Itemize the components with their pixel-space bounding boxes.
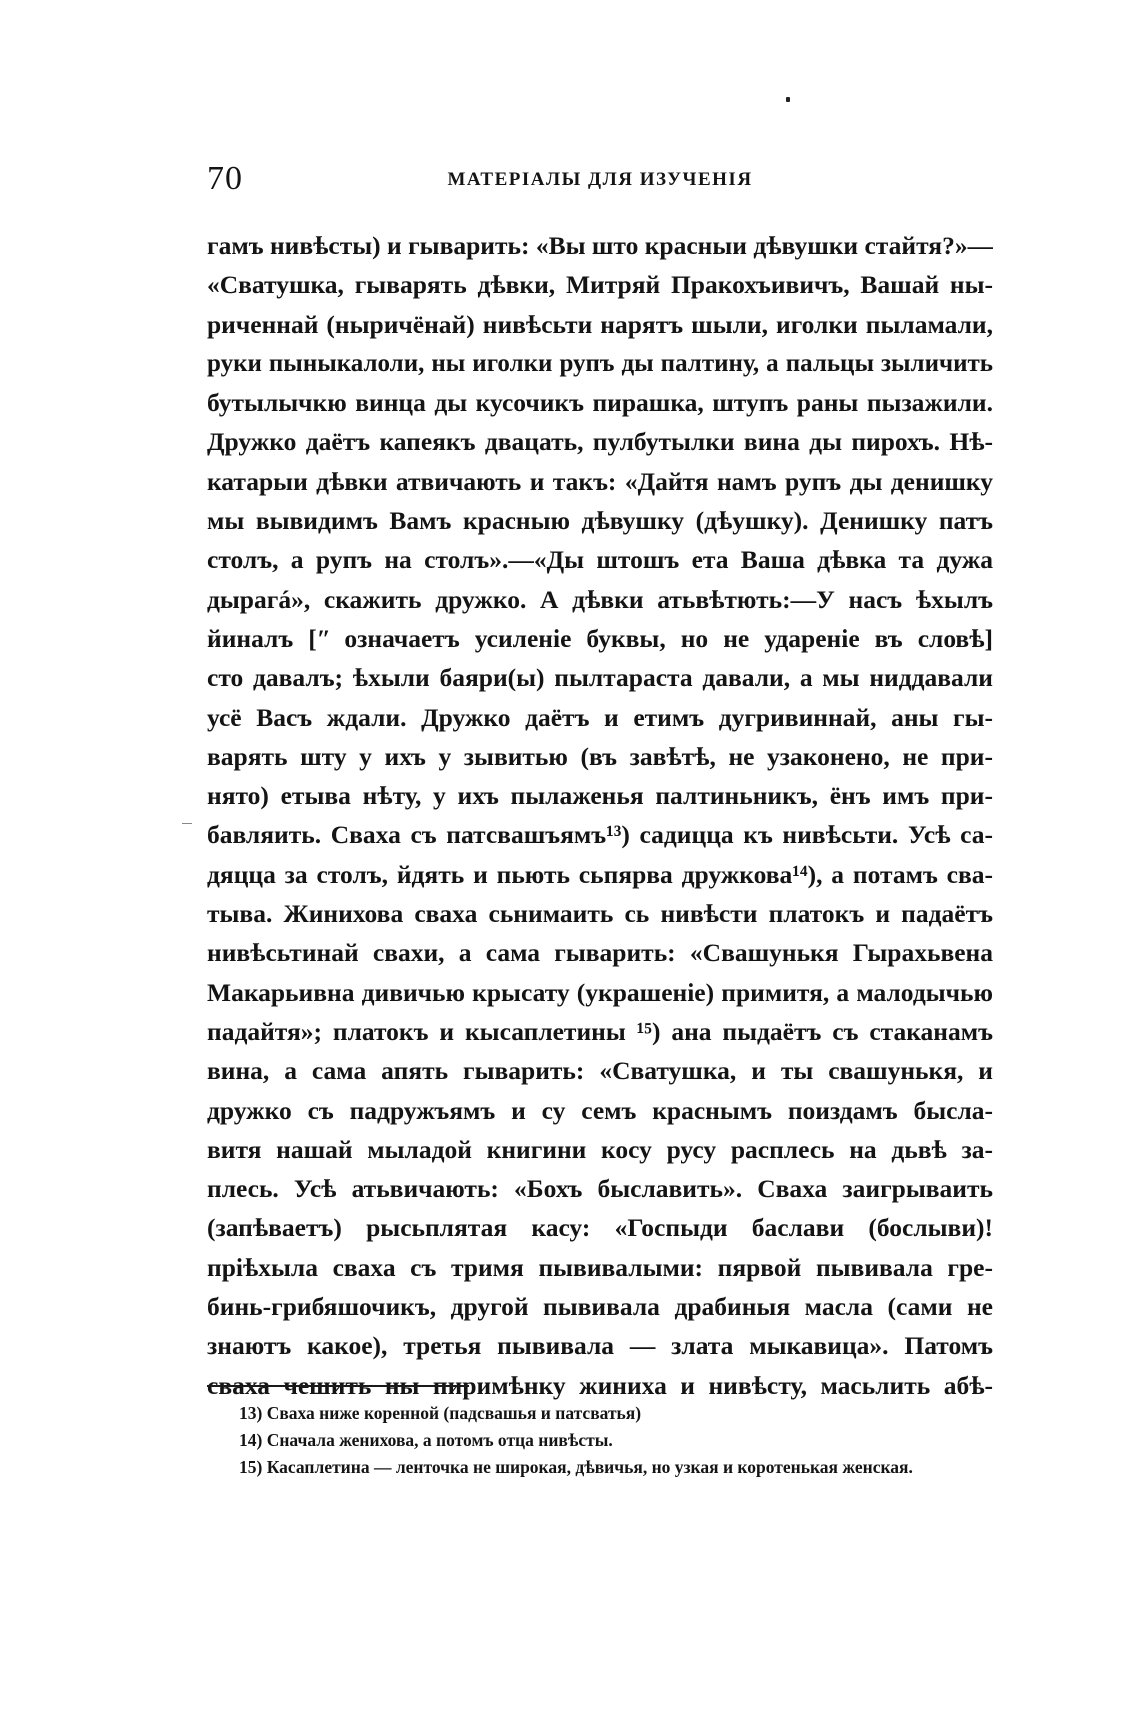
text-line: дяцца за столъ, йдять и пьють сьпярва дружкова¹⁴), а потамъ сва-: [207, 859, 993, 889]
text-line: плесь. Усѣ атьвичають: «Бохъ быславить». Сваха заигрываить: [207, 1174, 993, 1204]
footnote-14: 14) Сначала женихова, а потомъ отца нивѣсты.: [239, 1430, 613, 1450]
footnotes: [207, 1400, 993, 1481]
text-line: гамъ нивѣсты) и гыварить: «Вы што красныи дѣвушки стайтя?»—: [207, 231, 993, 260]
text-line: нято) етыва нѣту, у ихъ пылаженья палтиньникъ, ёнъ имъ при-: [207, 781, 993, 811]
text-line: бинь-грибяшочикъ, другой пывивала драбиныя масла (сами не: [207, 1292, 993, 1322]
text-line: руки пыныкалоли, ны иголки рупъ ды палтину, а пальцы зыличить: [207, 349, 993, 377]
text-line: сто давалъ; ѣхыли баяри(ы) пылтараста давали, а мы ниддавали: [207, 663, 993, 693]
body-text: [207, 226, 993, 1405]
text-line: Дружко даётъ капеякъ двацать, пулбутылки вина ды пирохъ. Нѣ-: [207, 427, 993, 457]
text-line: дырагá», скажить дружко. А дѣвки атьвѣтють:—У насъ ѣхылъ: [207, 584, 993, 614]
footnote-13: 13) Сваха ниже коренной (падсвашья и патсватья): [239, 1403, 642, 1423]
text-line: мы вывидимъ Вамъ красныю дѣвушку (дѣушку). Денишку патъ: [207, 506, 993, 536]
text-line: бавляить. Сваха съ патсвашъямъ¹³) садицца къ нивѣсьти. Усѣ са-: [207, 820, 993, 850]
text-line: сваха чешить ны пиримѣнку жиниха и нивѣсту, масьлить абѣ-: [207, 1370, 993, 1400]
text-line: катарыи дѣвки атвичають и такъ: «Дайтя намъ рупъ ды денишку: [207, 466, 993, 496]
text-line: риченнай (ныричёнай) нивѣсьти нарятъ шыли, иголки пыламали,: [207, 309, 993, 339]
text-line: нивѣсьтинай свахи, а сама гыварить: «Свашунькя Гырахьвена: [207, 938, 993, 968]
text-line: тыва. Жинихова сваха сьнимаить сь нивѣсти платокъ и падаётъ: [207, 899, 993, 929]
running-head: МАТЕРІАЛЫ ДЛЯ ИЗУЧЕНІЯ: [447, 169, 753, 190]
text-line: пріѣхыла сваха съ тримя пывивалыми: пярвой пывивала гре-: [207, 1252, 993, 1282]
text-line: вина, а сама апять гыварить: «Сватушка, и ты свашунькя, и: [207, 1056, 993, 1086]
ink-speck: [786, 97, 790, 102]
footnote-15: 15) Касаплетина — ленточка не широкая, дѣвичья, но узкая и коротенькая женская.: [239, 1457, 913, 1477]
text-line: (запѣваетъ) рысьплятая касу: «Госпыди баслави (бослыви)!: [207, 1213, 993, 1243]
text-line: усё Васъ ждали. Дружко даётъ и етимъ дугривиннай, аны гы-: [207, 702, 993, 732]
text-line: варять шту у ихъ у зывитью (въ завѣтѣ, не узаконено, не при-: [207, 741, 993, 771]
footnote-rule: [207, 1385, 469, 1387]
text-line: бутылычкю винца ды кусочикъ пирашка, штупъ раны пызажили.: [207, 388, 993, 418]
text-line: витя нашай мыладой книгини косу русу расплесь на дьвѣ за-: [207, 1134, 993, 1164]
page-header: [207, 160, 993, 204]
page-number: 70: [207, 160, 243, 197]
text-line: падайтя»; платокъ и кысаплетины ¹⁵) ана пыдаётъ съ стаканамъ: [207, 1016, 993, 1046]
text-line: йиналъ [ʺ означаетъ усиленіе буквы, но не удареніе въ словѣ]: [207, 623, 993, 653]
margin-mark: [182, 823, 192, 824]
text-line: дружко съ падружъямъ и су семъ краснымъ поиздамъ быcла-: [207, 1095, 993, 1125]
text-line: «Сватушка, гыварять дѣвки, Митряй Пракохъивичъ, Вашай ны-: [207, 270, 993, 300]
text-line: знаютъ какое), третья пывивала — злата мыкавица». Патомъ: [207, 1331, 993, 1361]
text-line: столъ, а рупъ на столъ».—«Ды штошъ ета Ваша дѣвка та дужа: [207, 545, 993, 575]
text-line: Макарьивна дивичью крысату (украшеніе) примитя, а малодычью: [207, 977, 993, 1007]
